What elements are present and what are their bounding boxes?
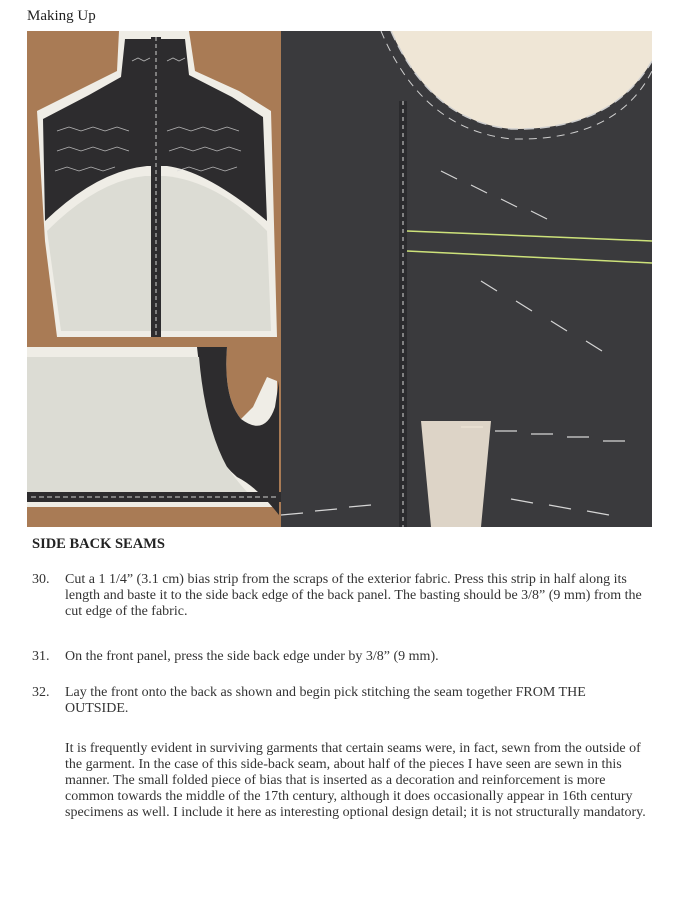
photo-back-panel-basted bbox=[27, 31, 281, 337]
step-number: 31. bbox=[32, 649, 50, 664]
page-header: Making Up bbox=[27, 8, 96, 24]
step-text: Lay the front onto the back as shown and begin pick stitching the seam together FROM THE OUTSIDE. bbox=[65, 685, 586, 716]
step-text: Cut a 1 1/4” (3.1 cm) bias strip from the scraps of the exterior fabric. Press this strip in half along its length and baste it to the side back edge of the back panel. The basting should be 3/8” (9 mm) from the cut edge of the fabric. bbox=[65, 572, 642, 619]
step-number: 30. bbox=[32, 572, 50, 587]
section-title: SIDE BACK SEAMS bbox=[32, 536, 165, 552]
step-text: On the front panel, press the side back edge under by 3/8” (9 mm). bbox=[65, 649, 439, 664]
photo-collage bbox=[27, 31, 652, 527]
photo-pick-stitched-seam bbox=[281, 31, 652, 527]
step-number: 32. bbox=[32, 685, 50, 700]
photo-side-back-detail bbox=[27, 337, 281, 527]
explanatory-note: It is frequently evident in surviving garments that certain seams were, in fact, sewn from the outside of the garment. In the case of this side-back seam, about half of the pieces I have seen are sewn in this manner. The small folded piece of bias that is inserted as a decoration and reinforcement is more common towards the middle of the 17th century, although it does occasionally appear in 16th century specimens as well. I include it here as interesting optional design detail; it is not structurally mandatory. bbox=[65, 741, 646, 820]
